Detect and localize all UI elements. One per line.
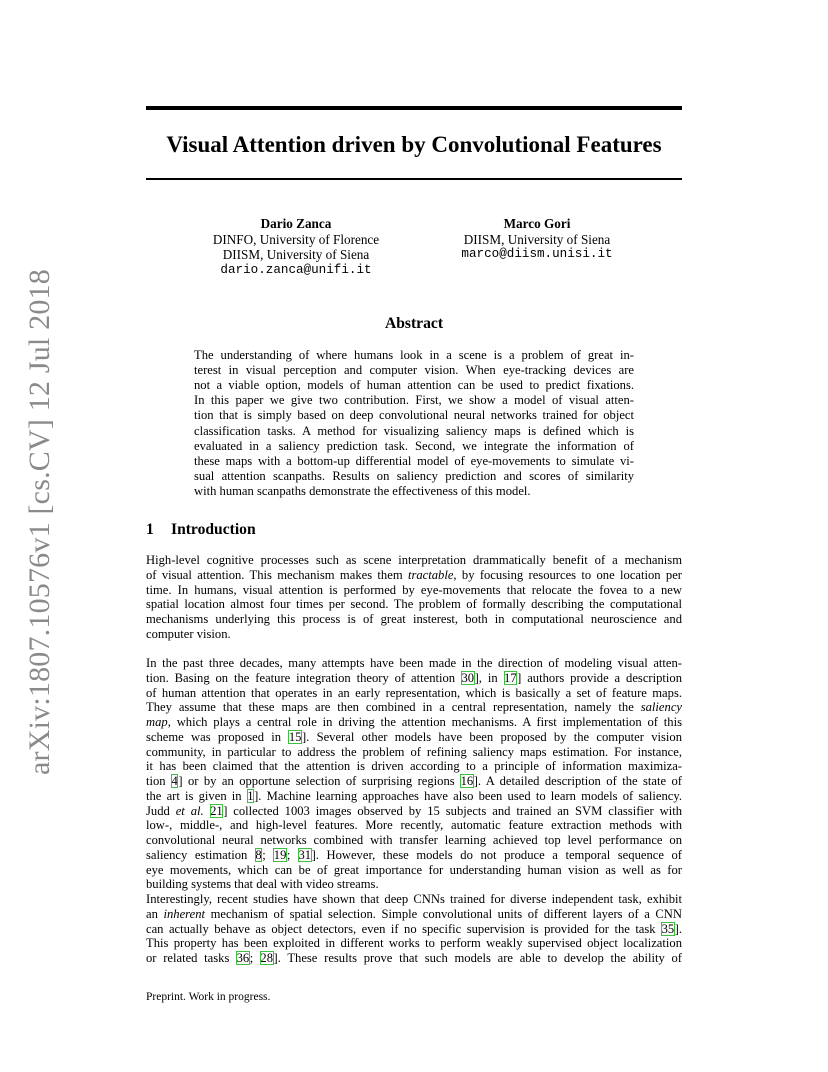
paragraph-line: They assume that these maps are then combined in a central representation, namely the saliency xyxy=(146,700,682,715)
section-number: 1 xyxy=(146,521,154,538)
abstract-line: terest in visual perception and computer vision. When eye-tracking devices are xyxy=(194,363,634,378)
paragraph-line: time. In humans, visual attention is performed by eye-movements that relocate the fovea to a new xyxy=(146,582,682,597)
author-affiliation: DINFO, University of Florence xyxy=(212,231,380,247)
author-name: Marco Gori xyxy=(503,216,571,231)
citation-link[interactable]: 30 xyxy=(461,670,475,685)
citation-link[interactable]: 8 xyxy=(255,847,262,862)
citation-link[interactable]: 19 xyxy=(273,847,287,862)
author-email[interactable]: marco@diism.unisi.it xyxy=(461,247,613,262)
abstract-line: evaluated in a saliency prediction task. Second, we integrate the information of xyxy=(194,438,634,453)
paragraph-line: eye movements, which can be of great importance for understanding human vision as well as for xyxy=(146,862,682,877)
paragraph-line: In the past three decades, many attempts have been made in the direction of modeling visual atten- xyxy=(146,656,682,670)
arxiv-stamp: arXiv:1807.10576v1 [cs.CV] 12 Jul 2018 xyxy=(23,269,56,775)
paragraph-line: an inherent mechanism of spatial selection. Simple convolutional units of different layers of a CNN xyxy=(146,906,682,921)
paragraph-line: building systems that deal with video streams. xyxy=(146,877,379,892)
paragraph-line: it has been claimed that the attention is driven according to a principle of information maximiza- xyxy=(146,759,682,774)
paragraph-line: the art is given in 1]. Machine learning approaches have also been used to learn models of saliency. xyxy=(146,788,682,803)
citation-link[interactable]: 1 xyxy=(247,788,254,803)
paragraph-line: tion. Basing on the feature integration theory of attention 30], in 17] authors provide a description xyxy=(146,670,682,685)
paragraph-line: tion 4] or by an opportune selection of surprising regions 16]. A detailed description of the state of xyxy=(146,774,683,788)
section-title: Introduction xyxy=(171,521,256,538)
abstract-heading: Abstract xyxy=(384,315,444,332)
abstract-line: sual attention scanpaths. Results on saliency prediction and scores of similarity xyxy=(194,468,634,483)
author-name: Dario Zanca xyxy=(260,216,332,231)
paragraph-line: saliency estimation 8; 19; 31]. However, these models do not produce a temporal sequence of xyxy=(146,847,683,862)
paragraph-line: low-, middle-, and high-level features. More recently, automatic feature extraction methods with xyxy=(146,818,682,833)
citation-link[interactable]: 28 xyxy=(260,951,273,965)
abstract-line: classification tasks. A method for visualizing saliency maps is defined which is xyxy=(194,423,634,438)
paragraph-line: This property has been exploited in different works to perform weakly supervised object localization xyxy=(146,936,682,951)
author-block-2 xyxy=(438,216,636,263)
citation-link[interactable]: 17 xyxy=(504,670,517,685)
paragraph-line: computer vision. xyxy=(146,626,231,641)
abstract-line: these maps with a bottom-up differential model of eye-movements to simulate vi- xyxy=(194,453,634,468)
emphasis-text: saliency xyxy=(640,700,682,715)
citation-link[interactable]: 31 xyxy=(298,847,312,862)
citation-link[interactable]: 15 xyxy=(288,729,302,744)
emphasis-text: map xyxy=(146,715,168,729)
emphasis-text: inherent xyxy=(163,906,205,921)
author-affiliation: DIISM, University of Siena xyxy=(463,231,611,247)
paragraph-line: Interestingly, recent studies have shown that deep CNNs trained for diverse independent task, exhibit xyxy=(146,892,682,906)
citation-link[interactable]: 4 xyxy=(171,774,178,788)
paper-title: Visual Attention driven by Convolutional Features xyxy=(166,132,662,157)
paragraph-line: scheme was proposed in 15]. Several other models have been proposed by the computer vision xyxy=(146,729,682,744)
paragraph-line: or related tasks 36; 28]. These results prove that such models are able to develop the ability of xyxy=(146,951,682,965)
section-heading xyxy=(146,520,256,540)
paragraph-line: spatial location almost four times per second. The problem of formally describing the computational xyxy=(146,597,682,612)
paragraph-line: convolutional neural networks combined with transfer learning achieved top level performance on xyxy=(146,833,682,847)
abstract-line: tion that is simply based on deep convolutional neural networks trained for object xyxy=(194,408,634,423)
citation-link[interactable]: 35 xyxy=(661,921,675,936)
paragraph-line: Judd et al. 21] collected 1003 images observed by 15 subjects and trained an SVM classifier with xyxy=(146,803,682,818)
emphasis-text: et al. xyxy=(175,803,204,818)
paragraph-line: map, which plays a central role in driving the attention mechanisms. A first implementation of this xyxy=(146,715,682,729)
paragraph-line: High-level cognitive processes such as scene interpretation drammatically benefit of a mechanism xyxy=(146,553,682,567)
author-block-1 xyxy=(196,216,396,278)
paragraph-line: of human attention that operates in an early representation, which is basically a set of feature maps. xyxy=(146,685,682,700)
paragraph-line: community, in particular to address the problem of refining saliency maps estimation. For instance, xyxy=(146,744,682,759)
author-email[interactable]: dario.zanca@unifi.it xyxy=(220,262,372,277)
emphasis-text: tractable xyxy=(407,567,454,582)
title-rule-top xyxy=(146,106,682,110)
paragraph-line: of visual attention. This mechanism makes them tractable, by focusing resources to one location per xyxy=(146,567,682,582)
abstract-line: not a viable option, models of human attention can be used to predict fixations. xyxy=(194,378,634,393)
paragraph-line: can actually behave as object detectors, even if no specific supervision is provided for the task 35]. xyxy=(146,921,682,936)
abstract-line: with human scanpaths demonstrate the effectiveness of this model. xyxy=(194,483,531,498)
footer-note: Preprint. Work in progress. xyxy=(146,991,271,1003)
citation-link[interactable]: 36 xyxy=(236,951,250,965)
abstract-line: In this paper we give two contribution. First, we show a model of visual atten- xyxy=(194,393,634,408)
citation-link[interactable]: 21 xyxy=(210,803,223,818)
paragraph-line: mechanisms underlying this process is of great insterest, both in computational neuroscience and xyxy=(146,612,682,626)
author-affiliation: DIISM, University of Siena xyxy=(222,247,370,263)
abstract-line: The understanding of where humans look in a scene is a problem of great in- xyxy=(194,348,634,362)
title-rule-bottom xyxy=(146,178,682,180)
citation-link[interactable]: 16 xyxy=(460,774,474,788)
